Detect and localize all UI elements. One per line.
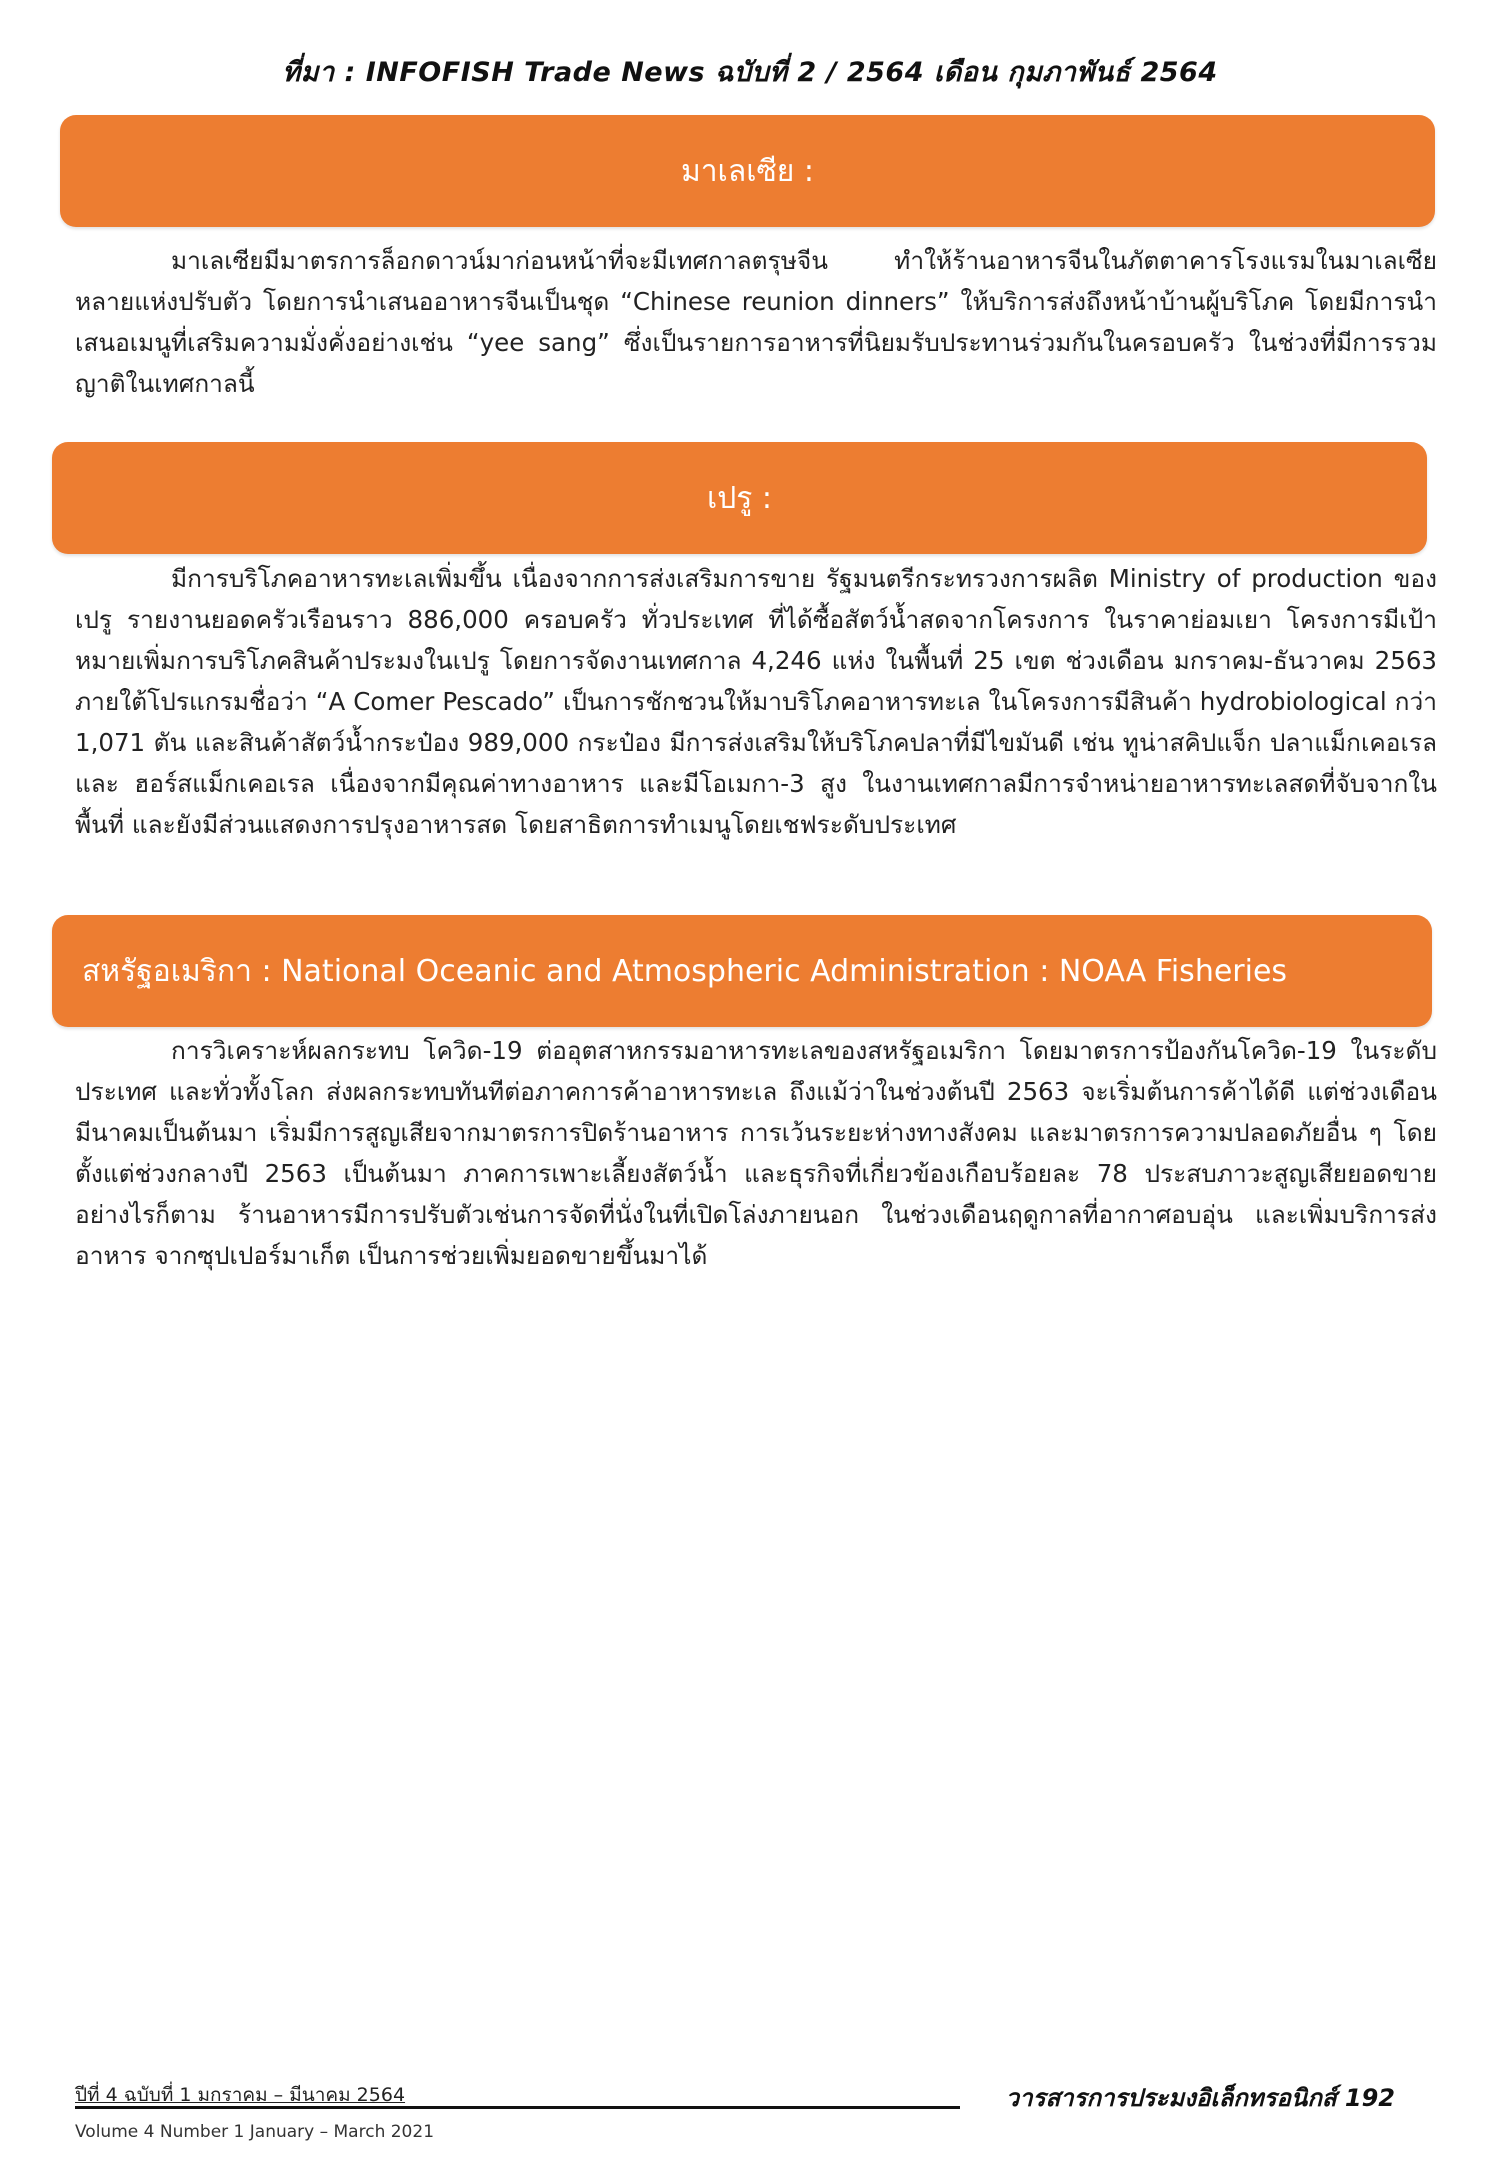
footer-divider [75, 2106, 960, 2109]
section-title-peru: เปรู : [706, 480, 773, 516]
section-body-malaysia: มาเลเซียมีมาตรการล็อกดาวน์มาก่อนหน้าที่จะมีเทศกาลตรุษจีน ทำให้ร้านอาหารจีนในภัตตาคารโรงแรมในมาเลเซียหลายแห่งปรับตัว โดยการนำเสนออาหารจีนเป็นชุด “Chinese reunion dinners” ให้บริการส่งถึงหน้าบ้านผู้บริโภค โดยมีการนำเสนอเมนูที่เสริมความมั่งคั่งอย่างเช่น “yee sang” ซึ่งเป็นรายการอาหารที่นิยมรับประทานร่วมกันในครอบครัว ในช่วงที่มีการรวมญาติในเทศกาลนี้ [75, 246, 1437, 398]
footer-journal-name: วารสารการประมงอิเล็กทรอนิกส์ [1005, 2084, 1337, 2112]
section-title-malaysia: มาเลเซีย : [680, 153, 815, 189]
page-number: 192 [1344, 2084, 1395, 2112]
section-body-usa: การวิเคราะห์ผลกระทบ โควิด-19 ต่ออุตสาหกรรมอาหารทะเลของสหรัฐอเมริกา โดยมาตรการป้องกันโควิด-19 ในระดับประเทศ และทั่วทั้งโลก ส่งผลกระทบทันทีต่อภาคการค้าอาหารทะเล ถึงแม้ว่าในช่วงต้นปี 2563 จะเริ่มต้นการค้าได้ดี แต่ช่วงเดือนมีนาคมเป็นต้นมา เริ่มมีการสูญเสียจากมาตรการปิดร้านอาหาร การเว้นระยะห่างทางสังคม และมาตรการความปลอดภัยอื่น ๆ โดยตั้งแต่ช่วงกลางปี 2563 เป็นต้นมา ภาคการเพาะเลี้ยงสัตว์น้ำ และธุรกิจที่เกี่ยวข้องเกือบร้อยละ 78 ประสบภาวะสูญเสียยอดขาย อย่างไรก็ตาม ร้านอาหารมีการปรับตัวเช่นการจัดที่นั่งในที่เปิดโล่งภายนอก ในช่วงเดือนฤดูกาลที่อากาศอบอุ่น และเพิ่มบริการส่งอาหาร จากซุปเปอร์มาเก็ต เป็นการช่วยเพิ่มยอดขายขึ้นมาได้ [75, 1036, 1437, 1270]
section-title-usa: สหรัฐอเมริกา : National Oceanic and Atmospheric Administration : NOAA Fisheries [82, 953, 1288, 989]
source-citation: ที่มา : INFOFISH Trade News ฉบับที่ 2 / 2564 เดือน กุมภาพันธ์ 2564 [282, 57, 1218, 88]
section-banner-peru [52, 442, 1427, 554]
footer-journal-page [960, 2078, 1395, 2117]
section-banner-usa [52, 915, 1432, 1027]
section-body-peru: มีการบริโภคอาหารทะเลเพิ่มขึ้น เนื่องจากการส่งเสริมการขาย รัฐมนตรีกระทรวงการผลิต Ministry of production ของเปรู รายงานยอดครัวเรือนราว 886,000 ครอบครัว ทั่วประเทศ ที่ได้ซื้อสัตว์น้ำสดจากโครงการ ในราคาย่อมเยา โครงการมีเป้าหมายเพิ่มการบริโภคสินค้าประมงในเปรู โดยการจัดงานเทศกาล 4,246 แห่ง ในพื้นที่ 25 เขต ช่วงเดือน มกราคม-ธันวาคม 2563 ภายใต้โปรแกรมชื่อว่า “A Comer Pescado” เป็นการชักชวนให้มาบริโภคอาหารทะเล ในโครงการมีสินค้า hydrobiological กว่า 1,071 ตัน และสินค้าสัตว์น้ำกระป๋อง 989,000 กระป๋อง มีการส่งเสริมให้บริโภคปลาที่มีไขมันดี เช่น ทูน่าสคิปแจ็ก ปลาแม็กเคอเรลและ ฮอร์สแม็กเคอเรล เนื่องจากมีคุณค่าทางอาหาร และมีโอเมกา-3 สูง ในงานเทศกาลมีการจำหน่ายอาหารทะเลสดที่จับจากในพื้นที่ และยังมีส่วนแสดงการปรุงอาหารสด โดยสาธิตการทำเมนูโดยเชฟระดับประเทศ [75, 564, 1437, 839]
section-banner-malaysia [60, 115, 1435, 227]
footer-issue-thai: ปีที่ 4 ฉบับที่ 1 มกราคม – มีนาคม 2564 [75, 2084, 406, 2106]
footer-issue-english: Volume 4 Number 1 January – March 2021 [75, 2122, 435, 2142]
